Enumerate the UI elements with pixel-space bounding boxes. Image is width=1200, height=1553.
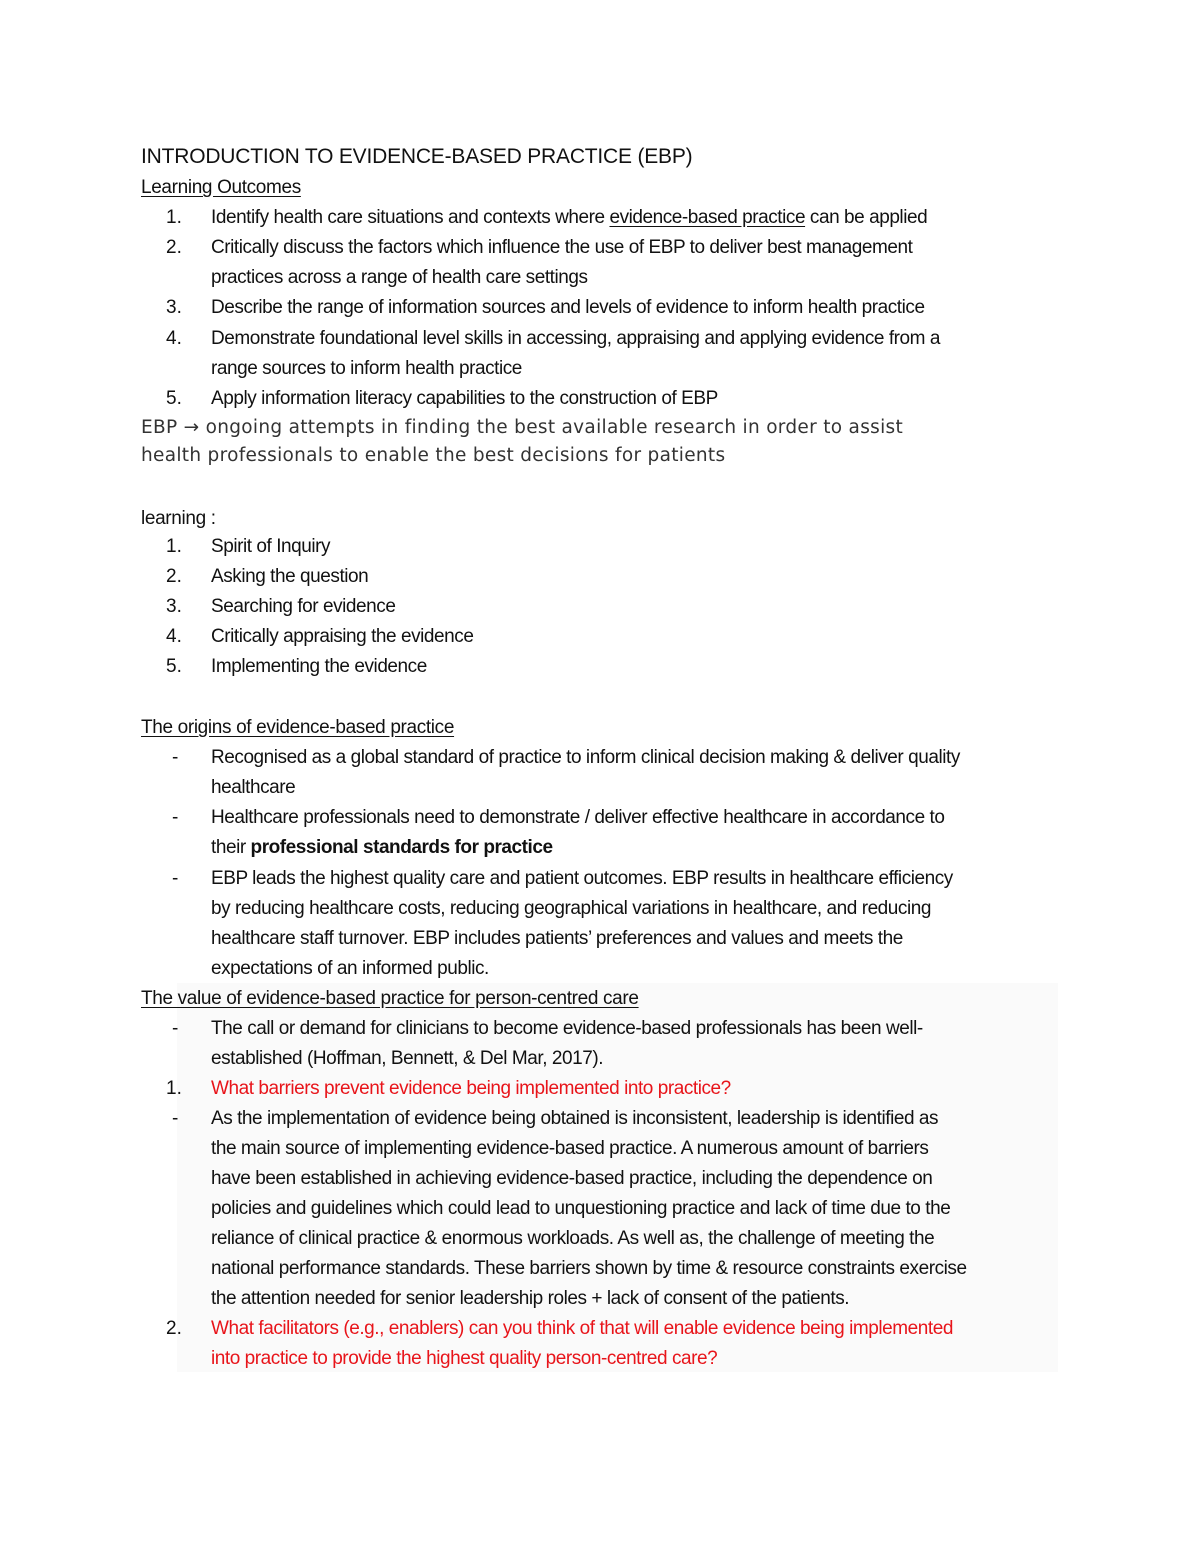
list-item-text: can be applied — [805, 207, 928, 228]
learning-outcomes-heading: Learning Outcomes — [141, 177, 301, 198]
bullet-item: As the implementation of evidence being obtained is inconsistent, leadership is identified as — [211, 1108, 939, 1129]
list-item-continued: range sources to inform health practice — [211, 358, 522, 379]
bullet-item-continued: healthcare — [211, 777, 296, 798]
bullet-item: Healthcare professionals need to demonstrate / deliver effective healthcare in accordance to — [211, 807, 945, 828]
list-number: 2. — [166, 566, 182, 587]
question-number: 2. — [166, 1318, 182, 1339]
list-number: 2. — [166, 237, 182, 258]
list-number: 1. — [166, 207, 182, 228]
bullet-item-text: their — [211, 837, 251, 858]
bullet-item: EBP leads the highest quality care and patient outcomes. EBP results in healthcare efficiency — [211, 868, 953, 889]
list-item: Searching for evidence — [211, 596, 396, 617]
bullet-dash: - — [172, 868, 179, 889]
list-item: Critically appraising the evidence — [211, 626, 474, 647]
question-number: 1. — [166, 1078, 182, 1099]
question-facilitators-continued: into practice to provide the highest quality person-centred care? — [211, 1348, 718, 1369]
bullet-item: Recognised as a global standard of practice to inform clinical decision making & deliver quality — [211, 747, 960, 768]
bullet-dash: - — [172, 1018, 179, 1039]
document-title: INTRODUCTION TO EVIDENCE-BASED PRACTICE (EBP) — [141, 145, 693, 168]
list-item: Spirit of Inquiry — [211, 536, 331, 557]
bullet-item-continued: have been established in achieving evidence-based practice, including the dependence on — [211, 1168, 933, 1189]
ebp-definition-line: EBP → ongoing attempts in finding the best available research in order to assist — [141, 417, 904, 438]
list-item — [211, 203, 927, 233]
list-item-text: Identify health care situations and contexts where — [211, 207, 610, 228]
bullet-item: The call or demand for clinicians to become evidence-based professionals has been well- — [211, 1018, 923, 1039]
list-number: 5. — [166, 656, 182, 677]
list-item-continued: practices across a range of health care settings — [211, 267, 588, 288]
bullet-item-continued: reliance of clinical practice & enormous workloads. As well as, the challenge of meeting the — [211, 1228, 935, 1249]
list-item: Critically discuss the factors which influence the use of EBP to deliver best management — [211, 237, 913, 258]
ebp-underlined-term: evidence-based practice — [609, 207, 806, 228]
origins-heading: The origins of evidence-based practice — [141, 717, 455, 738]
bullet-item-continued: the attention needed for senior leadership roles + lack of consent of the patients. — [211, 1288, 850, 1309]
bold-phrase: professional standards for practice — [250, 837, 553, 858]
list-item: Demonstrate foundational level skills in accessing, appraising and applying evidence from a — [211, 328, 940, 349]
list-item: Describe the range of information sources and levels of evidence to inform health practice — [211, 297, 925, 318]
ebp-definition-line: health professionals to enable the best decisions for patients — [141, 445, 726, 466]
bullet-item-continued: expectations of an informed public. — [211, 958, 489, 979]
bullet-item-continued — [211, 833, 553, 863]
bullet-item-continued: national performance standards. These barriers shown by time & resource constraints exercise — [211, 1258, 967, 1279]
list-number: 4. — [166, 328, 182, 349]
list-item: Asking the question — [211, 566, 369, 587]
learning-heading: learning : — [141, 508, 216, 529]
list-number: 5. — [166, 388, 182, 409]
bullet-item-continued: policies and guidelines which could lead to unquestioning practice and lack of time due to the — [211, 1198, 951, 1219]
list-item: Implementing the evidence — [211, 656, 427, 677]
bullet-item-continued: healthcare staff turnover. EBP includes patients’ preferences and values and meets the — [211, 928, 903, 949]
list-number: 4. — [166, 626, 182, 647]
bullet-dash: - — [172, 747, 179, 768]
bullet-item-continued: the main source of implementing evidence-based practice. A numerous amount of barriers — [211, 1138, 929, 1159]
list-number: 1. — [166, 536, 182, 557]
question-barriers: What barriers prevent evidence being implemented into practice? — [211, 1078, 731, 1099]
list-number: 3. — [166, 596, 182, 617]
value-heading: The value of evidence-based practice for person-centred care — [141, 988, 639, 1009]
bullet-dash: - — [172, 1108, 179, 1129]
bullet-dash: - — [172, 807, 179, 828]
list-number: 3. — [166, 297, 182, 318]
bullet-item-continued: established (Hoffman, Bennett, & Del Mar, 2017). — [211, 1048, 604, 1069]
question-facilitators: What facilitators (e.g., enablers) can you think of that will enable evidence being implemented — [211, 1318, 953, 1339]
list-item: Apply information literacy capabilities to the construction of EBP — [211, 388, 718, 409]
bullet-item-continued: by reducing healthcare costs, reducing geographical variations in healthcare, and reducing — [211, 898, 931, 919]
